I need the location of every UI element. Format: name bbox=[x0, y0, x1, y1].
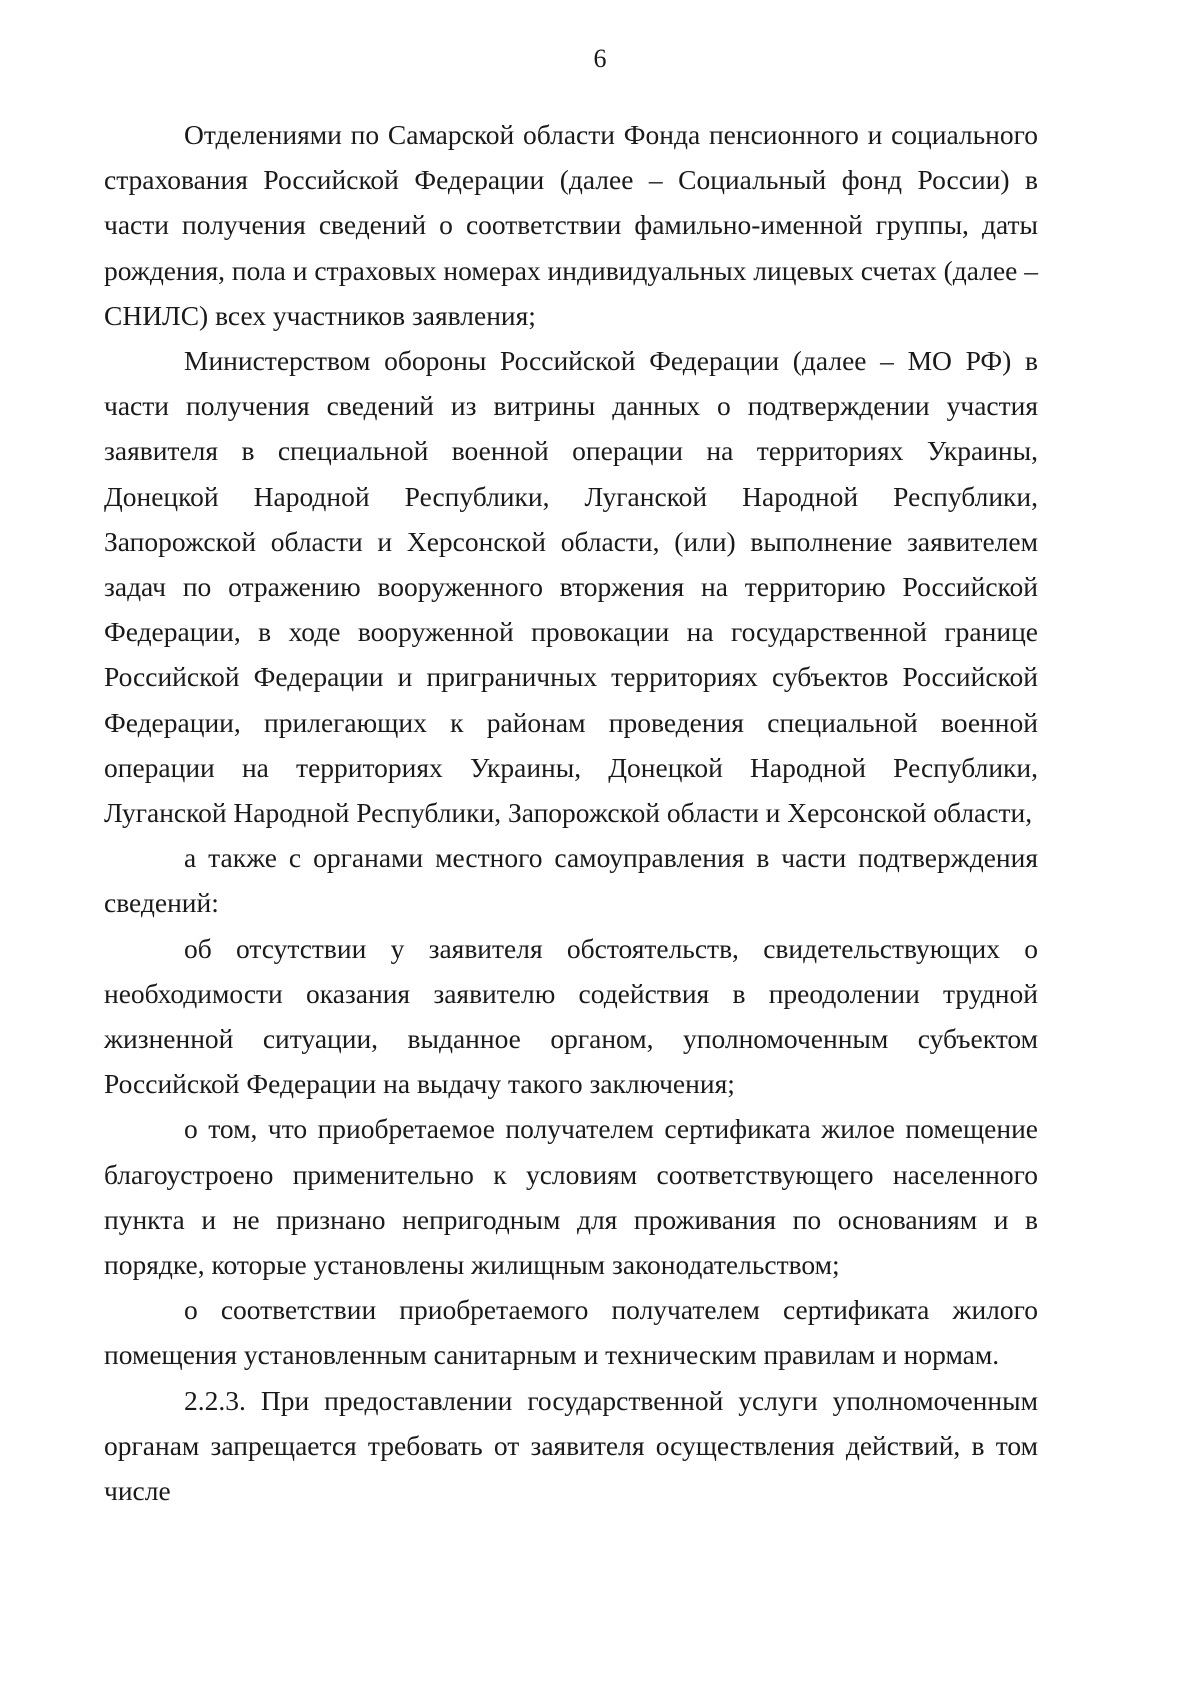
paragraph-housing-norms: о соответствии приобретаемого получателем сертификата жилого помещения установленным санитарным и техническим правилам и нормам. bbox=[104, 1294, 1038, 1371]
paragraph-defense-ministry: Министерством обороны Российской Федерации (далее – МО РФ) в части получения сведений из витрины данных о подтверждении участия заявителя в специальной военной операции на территориях Украины, Донецкой Народной Республики, Луганской Народной Республики, Запорожской области и Херсонской области, (или) выполнение заявителем задач по отражению вооруженного вторжения на территорию Российской Федерации, в ходе вооруженной провокации на государственной границе Российской Федерации и приграничных территориях субъектов Российской Федерации, прилегающих к районам проведения специальной военной операции на территориях Украины, Донецкой Народной Республики, Луганской Народной Республики, Запорожской области и Херсонской области, bbox=[104, 345, 1038, 829]
paragraph-housing-suitable: о том, что приобретаемое получателем сертификата жилое помещение благоустроено применительно к условиям соответствующего населенного пункта и не признано непригодным для проживания по основаниям и в порядке, которые установлены жилищным законодательством; bbox=[104, 1113, 1038, 1281]
paragraph-local-government: а также с органами местного самоуправления в части подтверждения сведений: bbox=[104, 842, 1038, 919]
page-number: 6 bbox=[593, 44, 607, 73]
paragraph-no-hardship: об отсутствии у заявителя обстоятельств, свидетельствующих о необходимости оказания заявителю содействия в преодолении трудной жизненной ситуации, выданное органом, уполномоченным субъектом Российской Федерации на выдачу такого заключения; bbox=[104, 932, 1038, 1100]
document-body bbox=[104, 112, 1038, 1513]
paragraph-2-2-3: 2.2.3. При предоставлении государственной услуги уполномоченным органам запрещается требовать от заявителя осуществления действий, в том числе bbox=[104, 1384, 1038, 1507]
paragraph-social-fund: Отделениями по Самарской области Фонда пенсионного и социального страхования Российской Федерации (далее – Социальный фонд России) в части получения сведений о соответствии фамильно-именной группы, даты рождения, пола и страховых номерах индивидуальных лицевых счетах (далее – СНИЛС) всех участников заявления; bbox=[104, 119, 1038, 331]
